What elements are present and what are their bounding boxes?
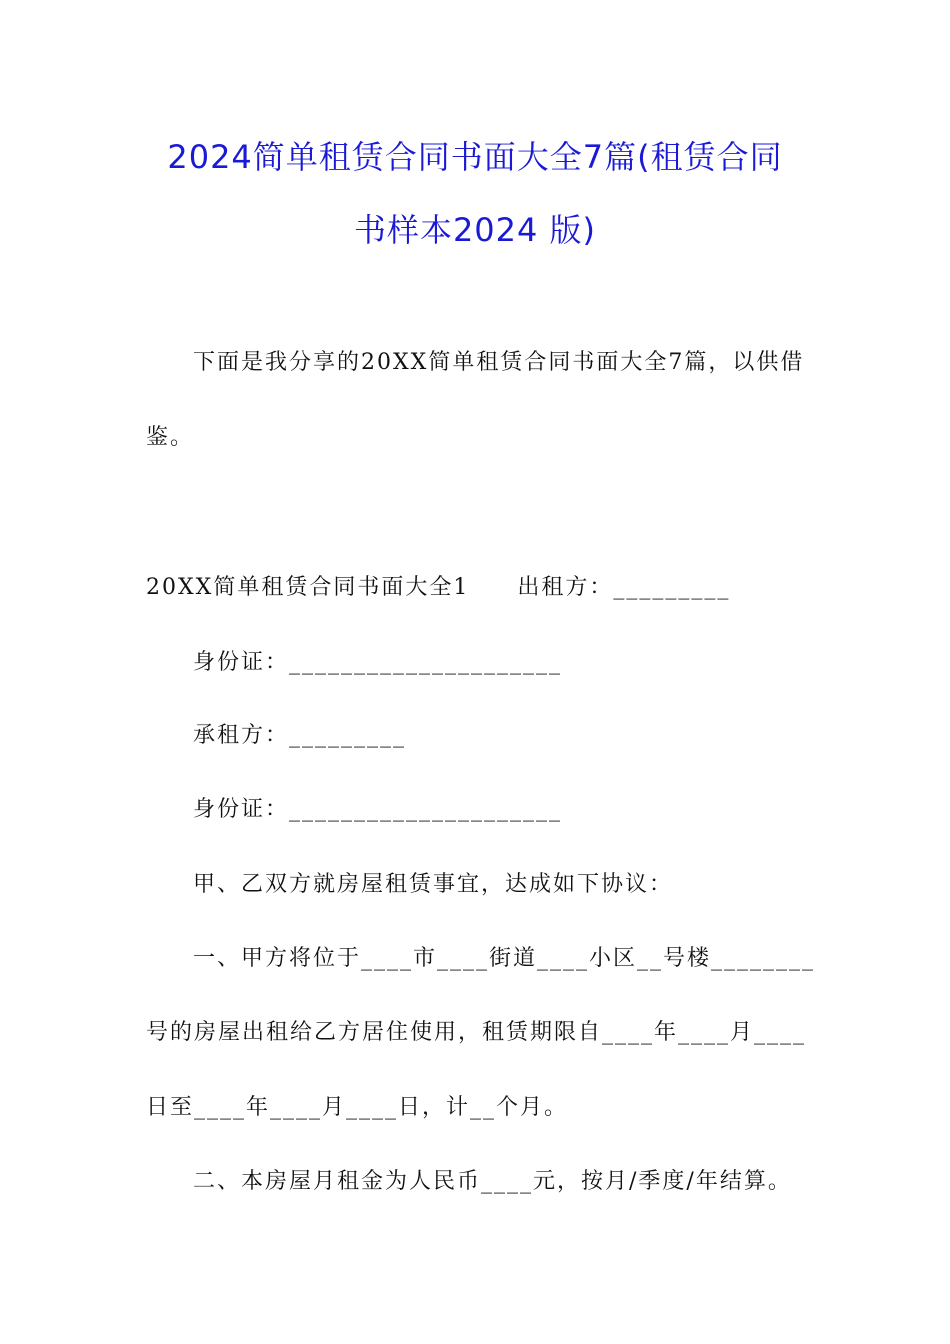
intro-paragraph-line-2: 鉴。 bbox=[146, 425, 195, 450]
lessor-id-line: 身份证：_____________________ bbox=[193, 650, 563, 675]
intro-paragraph-line-1: 下面是我分享的20XX简单租赁合同书面大全7篇，以供借 bbox=[193, 350, 805, 375]
agreement-intro: 甲、乙双方就房屋租赁事宜，达成如下协议： bbox=[193, 872, 674, 897]
document-title-line-2: 书样本2024 版) bbox=[353, 211, 597, 249]
lessee-line: 承租方：_________ bbox=[193, 723, 407, 748]
clause-1-line-3: 日至____年____月____日，计__个月。 bbox=[146, 1095, 569, 1120]
document-title-line-1: 2024简单租赁合同书面大全7篇(租赁合同 bbox=[167, 138, 783, 176]
section-heading: 20XX简单租赁合同书面大全1 出租方：_________ bbox=[146, 575, 731, 600]
clause-2: 二、本房屋月租金为人民币____元，按月/季度/年结算。 bbox=[193, 1169, 792, 1194]
clause-1-line-2: 号的房屋出租给乙方居住使用，租赁期限自____年____月____ bbox=[146, 1020, 807, 1045]
lessee-id-line: 身份证：_____________________ bbox=[193, 797, 563, 822]
clause-1-line-1: 一、甲方将位于____市____街道____小区__号楼________ bbox=[193, 946, 816, 971]
